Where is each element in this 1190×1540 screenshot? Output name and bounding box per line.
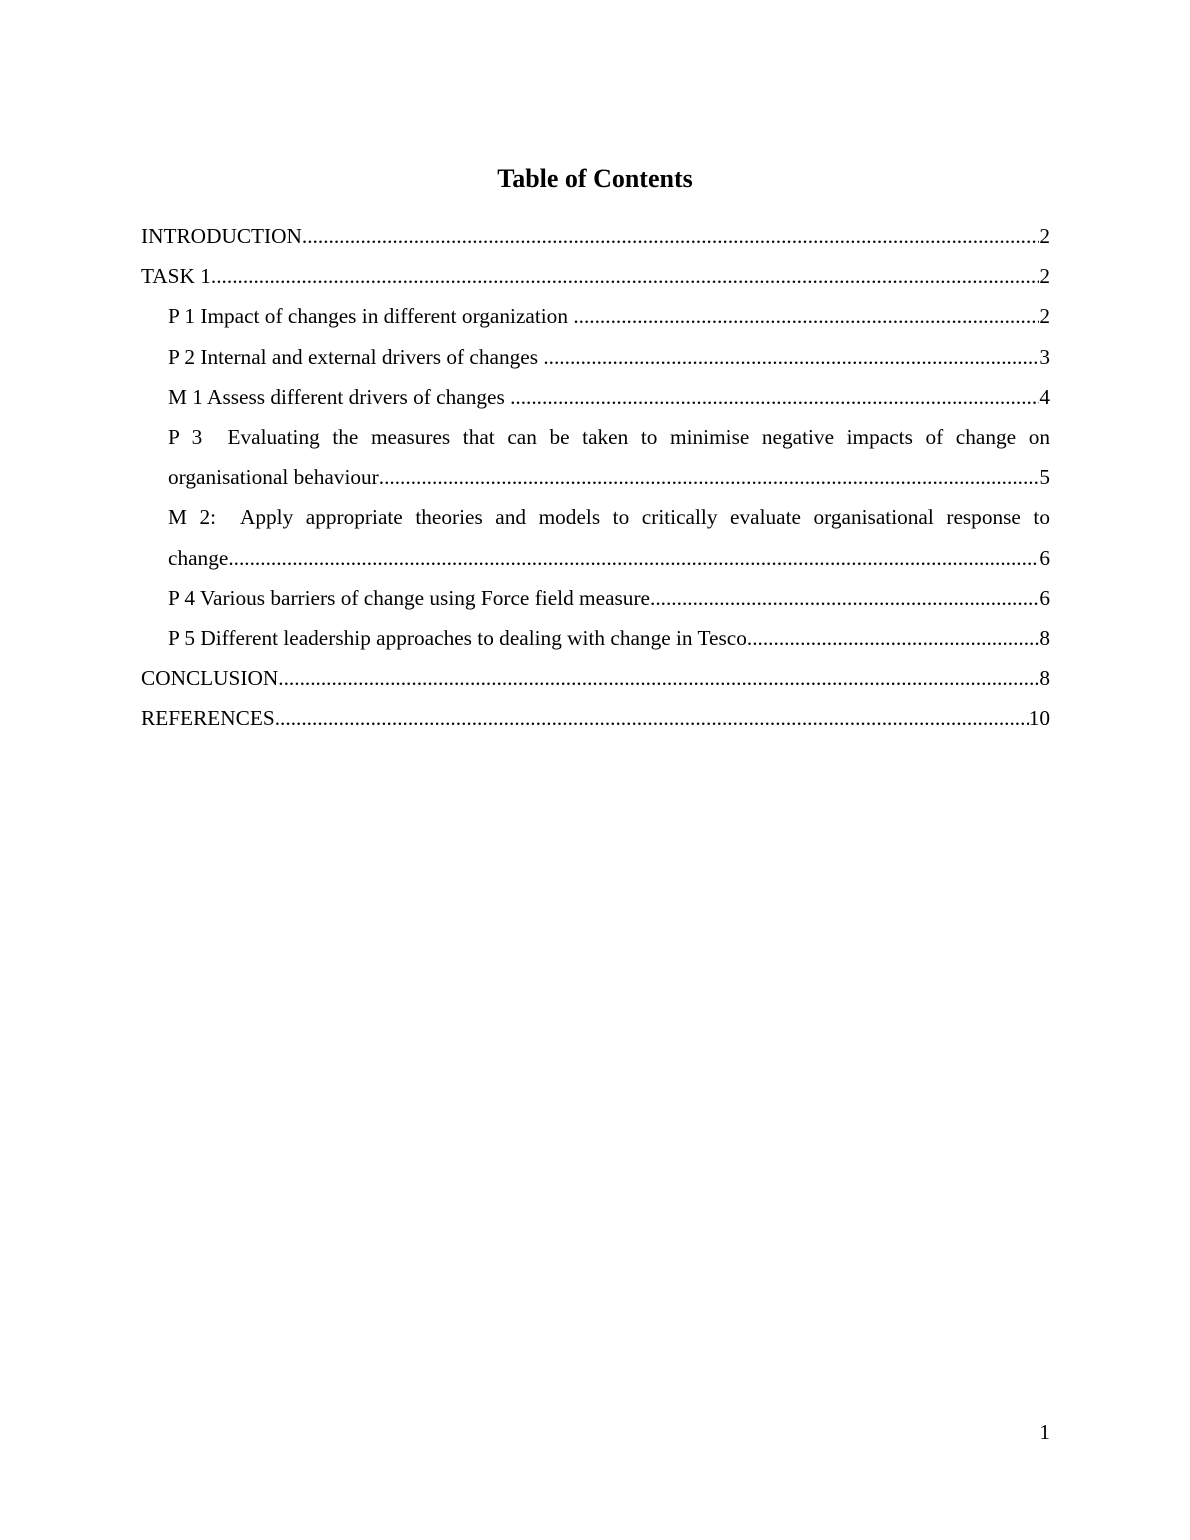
toc-entry-task-1[interactable]: [141, 256, 1050, 296]
toc-leader-dots: [747, 618, 1039, 658]
toc-leader-dots: [379, 457, 1040, 497]
toc-entry-references[interactable]: [141, 698, 1050, 738]
toc-entry-p3[interactable]: [141, 417, 1050, 497]
toc-leader-dots: [573, 296, 1039, 336]
toc-entry-label-line1: P 3 Evaluating the measures that can be taken to minimise negative impacts of change on: [168, 425, 1050, 450]
toc-entry-continuation: [168, 538, 1050, 578]
toc-entry-m2[interactable]: [141, 497, 1050, 577]
toc-leader-dots: [228, 538, 1039, 578]
toc-entry-page: 10: [1028, 706, 1050, 731]
toc-entry-page: 6: [1039, 545, 1050, 570]
toc-entry-label: TASK 1: [141, 264, 211, 289]
toc-entry-label: INTRODUCTION: [141, 224, 302, 248]
toc-entry-label: CONCLUSION: [141, 666, 279, 691]
toc-entry-label: P 1 Impact of changes in different organization: [168, 304, 574, 329]
toc-leader-dots: [211, 256, 1039, 296]
toc-entry-page: 8: [1039, 666, 1050, 691]
toc-entry-label-line2: organisational behaviour: [168, 465, 379, 490]
toc-entry-label: P 5 Different leadership approaches to dealing with change in Tesco: [168, 626, 747, 651]
toc-entry-page: 2: [1039, 264, 1050, 289]
toc-entry-page: 2: [1039, 224, 1050, 248]
toc-leader-dots: [650, 578, 1039, 618]
toc-entry-conclusion[interactable]: [141, 658, 1050, 698]
toc-leader-dots: [302, 216, 1039, 256]
page-number: 1: [1039, 1420, 1050, 1444]
toc-entry-p4[interactable]: [141, 578, 1050, 618]
toc-leader-dots: [543, 337, 1039, 377]
toc-entry-page: 8: [1039, 626, 1050, 651]
toc-leader-dots: [510, 377, 1039, 417]
toc-entry-p1[interactable]: [141, 296, 1050, 336]
toc-entry-page: 3: [1039, 344, 1050, 369]
toc-entry-label: P 4 Various barriers of change using Force field measure: [168, 585, 650, 610]
toc-entry-m1[interactable]: [141, 377, 1050, 417]
toc-entry-page: 2: [1039, 304, 1050, 329]
toc-entry-continuation: [168, 457, 1050, 497]
toc-entry-page: 5: [1039, 465, 1050, 490]
table-of-contents: [141, 216, 1050, 739]
toc-entry-label-line1: M 2: Apply appropriate theories and models to critically evaluate organisational response to: [168, 505, 1050, 530]
toc-entry-label-line2: change: [168, 545, 229, 570]
toc-entry-label: M 1 Assess different drivers of changes: [168, 384, 511, 409]
toc-entry-introduction[interactable]: [141, 216, 1050, 256]
toc-entry-p5[interactable]: [141, 618, 1050, 658]
toc-entry-label: REFERENCES: [141, 706, 275, 731]
toc-leader-dots: [275, 698, 1029, 738]
toc-entry-label: P 2 Internal and external drivers of changes: [168, 344, 544, 369]
toc-entry-page: 6: [1039, 585, 1050, 610]
page-title: Table of Contents: [497, 164, 693, 193]
toc-entry-page: 4: [1039, 384, 1050, 409]
toc-leader-dots: [278, 658, 1039, 698]
toc-entry-p2[interactable]: [141, 337, 1050, 377]
